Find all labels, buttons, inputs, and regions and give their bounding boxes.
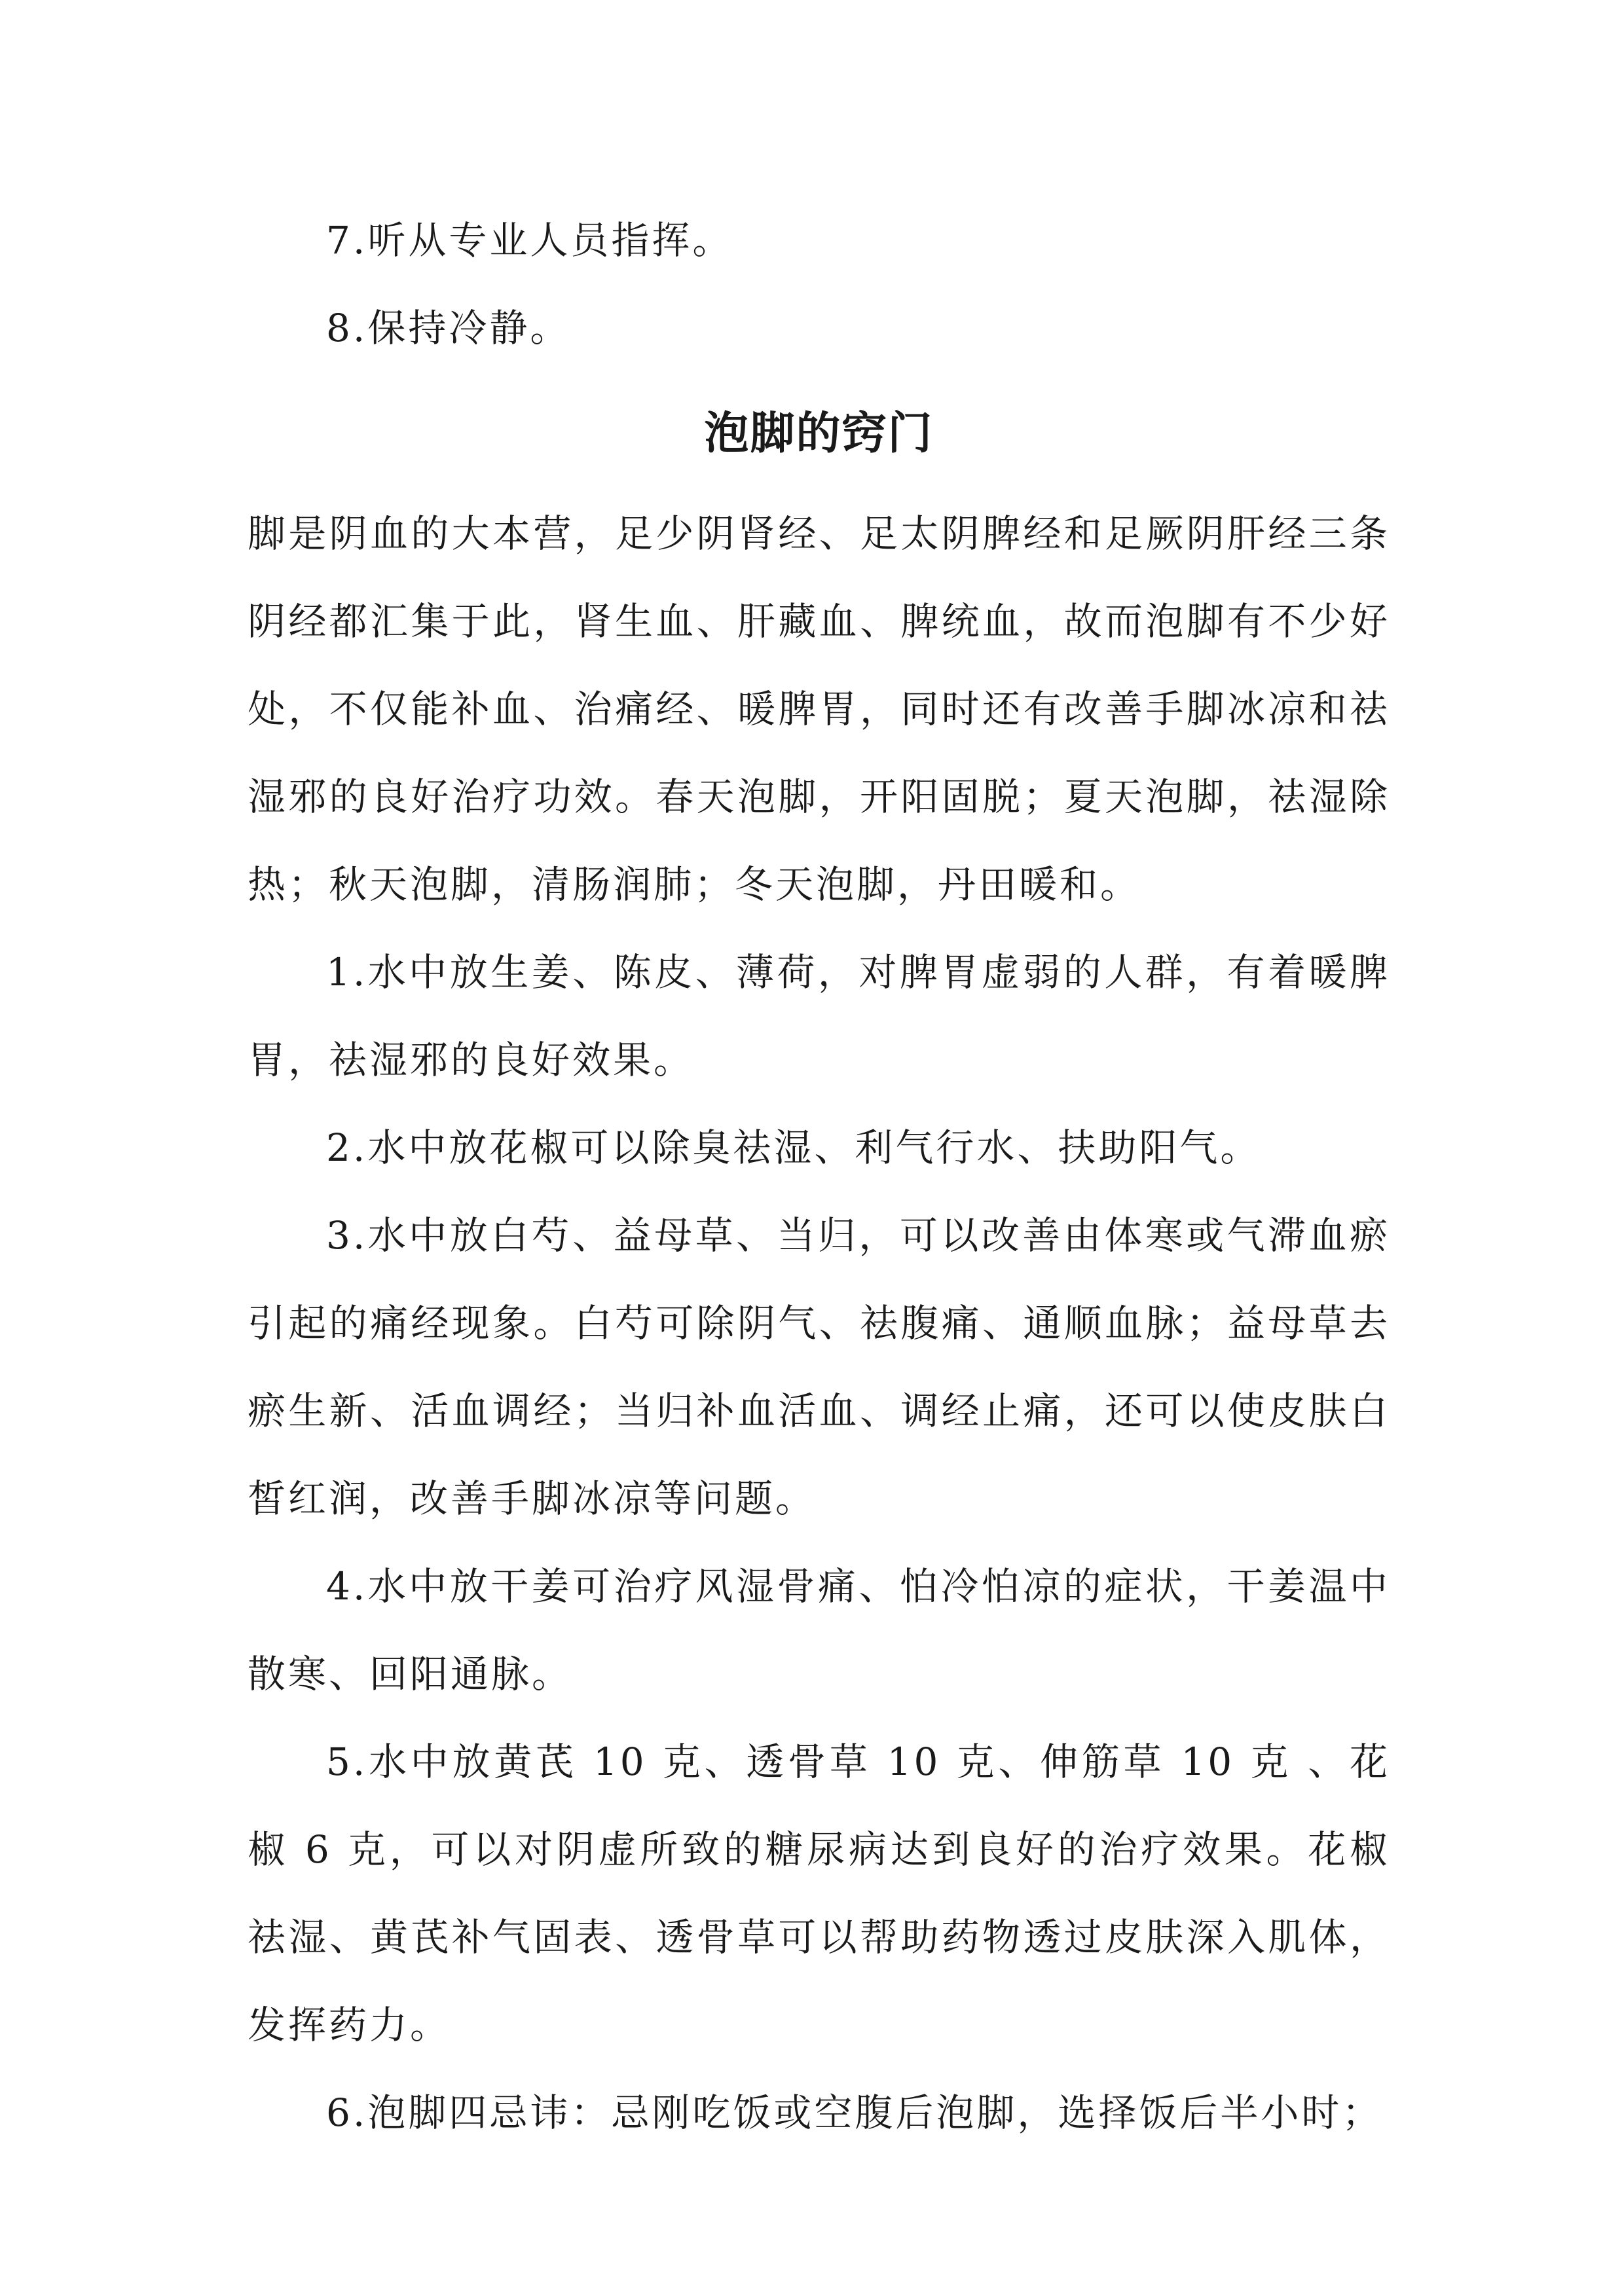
tip-4: 4.水中放干姜可治疗风湿骨痛、怕冷怕凉的症状，干姜温中散寒、回阳通脉。	[248, 1564, 1390, 1696]
tip-3: 3.水中放白芍、益母草、当归，可以改善由体寒或气滞血瘀引起的痛经现象。白芍可除阴气、祛腹痛、通顺血脉；益母草去瘀生新、活血调经；当归补血活血、调经止痛，还可以使皮肤白皙红润，改善手脚冰凉等问题。	[248, 1213, 1390, 1521]
tip-5: 5.水中放黄芪 10 克、透骨草 10 克、伸筋草 10 克 、花椒 6 克，可以对阴虚所致的糖尿病达到良好的治疗效果。花椒祛湿、黄芪补气固表、透骨草可以帮助药物透过皮肤深入肌体，发挥药力。	[248, 1740, 1390, 2047]
intro-paragraph: 脚是阴血的大本营，足少阴肾经、足太阴脾经和足厥阴肝经三条阴经都汇集于此，肾生血、肝藏血、脾统血，故而泡脚有不少好处，不仅能补血、治痛经、暖脾胃，同时还有改善手脚冰凉和祛湿邪的良好治疗功效。春天泡脚，开阳固脱；夏天泡脚，祛湿除热；秋天泡脚，清肠润肺；冬天泡脚，丹田暖和。	[248, 511, 1390, 907]
tip-2: 2.水中放花椒可以除臭祛湿、利气行水、扶助阳气。	[326, 1125, 1261, 1170]
list-item-7: 7.听从专业人员指挥。	[326, 218, 733, 263]
tip-1: 1.水中放生姜、陈皮、薄荷，对脾胃虚弱的人群，有着暖脾胃，祛湿邪的良好效果。	[248, 950, 1390, 1082]
tip-6: 6.泡脚四忌讳：忌刚吃饭或空腹后泡脚，选择饭后半小时；	[326, 2090, 1383, 2135]
list-item-8: 8.保持冷静。	[326, 306, 571, 350]
section-title: 泡脚的窍门	[704, 408, 934, 460]
document-page	[248, 196, 1390, 2157]
